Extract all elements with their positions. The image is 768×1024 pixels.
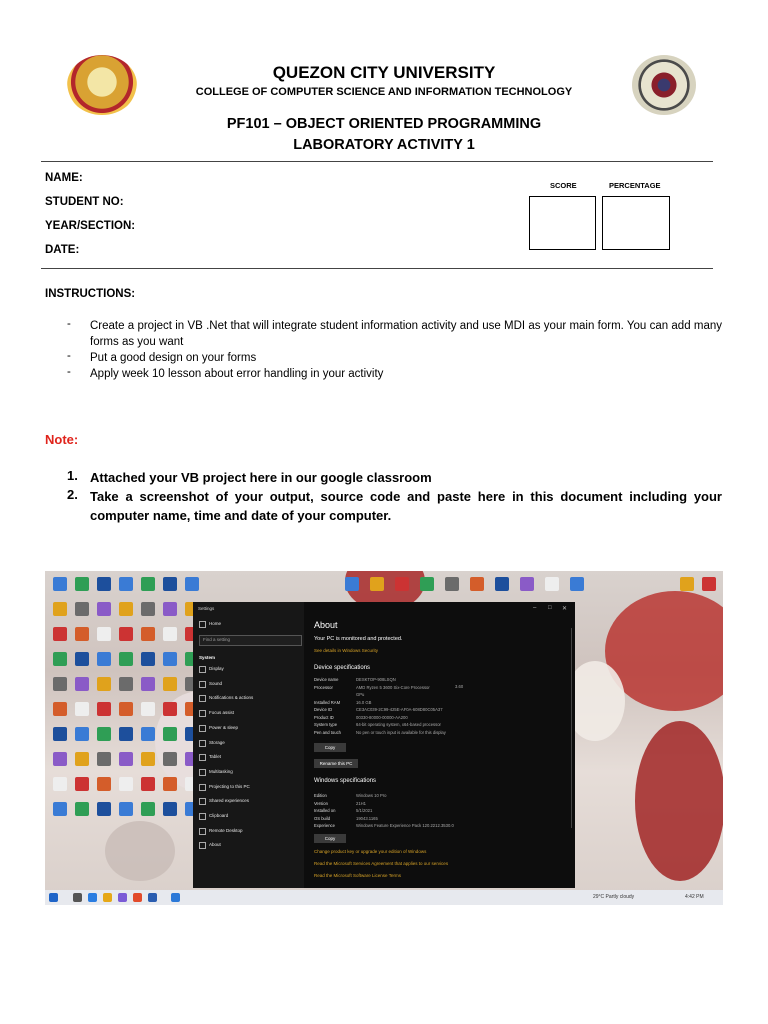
maximize-icon: □ <box>548 605 552 611</box>
desktop-shortcut-icon <box>141 727 155 741</box>
desktop-shortcut-icon <box>570 577 584 591</box>
folder-icon <box>103 893 112 902</box>
spec-key: Pen and touch <box>314 729 342 735</box>
desktop-shortcut-icon <box>141 702 155 716</box>
desktop-shortcut-icon <box>97 602 111 616</box>
settings-nav-icon <box>199 798 206 805</box>
spec-value: GPu <box>356 692 365 697</box>
settings-nav-item: Sound <box>209 680 223 686</box>
spec-value: 64-bit operating system, x64-based processor <box>356 722 441 727</box>
settings-nav-item: Focus assist <box>209 710 235 716</box>
note-item: Attached your VB project here in our google classroom <box>90 470 432 485</box>
desktop-shortcut-icon <box>97 652 111 666</box>
spec-value: 00330-80000-00000-AA200 <box>356 714 408 720</box>
settings-nav-icon <box>199 842 206 849</box>
header-divider <box>41 161 713 162</box>
course-title: PF101 – OBJECT ORIENTED PROGRAMMING <box>226 116 542 132</box>
settings-nav-item: Projecting to this PC <box>209 783 250 789</box>
spec-value: No pen or touch input is available for this display <box>356 729 446 735</box>
desktop-shortcut-icon <box>141 802 155 816</box>
desktop-shortcut-icon <box>53 652 67 666</box>
instructions-title: INSTRUCTIONS: <box>45 288 136 300</box>
bullet-marker: - <box>67 350 71 362</box>
desktop-shortcut-icon <box>97 777 111 791</box>
form-divider <box>41 268 713 269</box>
desktop-shortcut-icon <box>119 577 133 591</box>
weather-status: 29°C Partly cloudy <box>593 894 635 900</box>
desktop-shortcut-icon <box>141 577 155 591</box>
settings-nav-icon <box>199 681 206 688</box>
spec-key: Edition <box>314 793 327 798</box>
settings-category: System <box>199 655 216 660</box>
desktop-shortcut-icon <box>395 577 409 591</box>
settings-nav-item: About <box>209 842 221 848</box>
copy-button-2: Copy <box>314 834 346 843</box>
desktop-shortcut-icon <box>75 677 89 691</box>
clock: 4:42 PM <box>685 894 704 900</box>
device-specs-title: Device specifications <box>314 665 371 671</box>
copy-button: Copy <box>314 743 346 752</box>
spec-value: Windows 10 Pro <box>356 793 387 798</box>
rename-pc-button: Rename this PC <box>314 759 358 768</box>
score-label: SCORE <box>550 181 577 190</box>
desktop-shortcut-icon <box>119 702 133 716</box>
desktop-shortcut-icon <box>75 777 89 791</box>
settings-nav-item: Power & sleep <box>209 724 239 730</box>
desktop-shortcut-icon <box>53 752 67 766</box>
desktop-shortcut-icon <box>141 652 155 666</box>
desktop-shortcut-icon <box>119 727 133 741</box>
product-key-link: Change product key or upgrade your edition of Windows <box>314 849 427 854</box>
desktop-shortcut-icon <box>141 602 155 616</box>
settings-nav-item: Tablet <box>209 754 222 760</box>
processor-speed: 3.60 <box>455 684 464 689</box>
activity-title: LABORATORY ACTIVITY 1 <box>293 137 475 153</box>
desktop-shortcut-icon <box>163 802 177 816</box>
desktop-shortcut-icon <box>53 777 67 791</box>
desktop-shortcut-icon <box>119 777 133 791</box>
desktop-screenshot <box>45 571 723 905</box>
name-label: NAME: <box>45 172 83 184</box>
spec-value: 16.0 GB <box>356 699 372 705</box>
desktop-shortcut-icon <box>75 652 89 666</box>
note-number: 2. <box>67 487 78 502</box>
note-number: 1. <box>67 468 78 483</box>
settings-nav-item: Clipboard <box>209 813 229 818</box>
desktop-shortcut-icon <box>680 577 694 591</box>
desktop-shortcut-icon <box>75 702 89 716</box>
spec-value: Windows Feature Experience Pack 120.2212.3530.0 <box>356 823 454 828</box>
note-item: Take a screenshot of your output, source code and paste here in this document including your computer name, time and date of your computer. <box>90 489 722 523</box>
settings-nav-item: Multitasking <box>209 768 233 774</box>
settings-nav-icon <box>199 813 206 820</box>
desktop-shortcut-icon <box>97 752 111 766</box>
desktop-shortcut-icon <box>163 702 177 716</box>
desktop-shortcut-icon <box>163 677 177 691</box>
app-icon <box>133 893 142 902</box>
desktop-shortcut-icon <box>53 802 67 816</box>
desktop-shortcut-icon <box>119 652 133 666</box>
taskbar <box>45 890 723 905</box>
desktop-shortcut-icon <box>75 602 89 616</box>
vs-icon <box>118 893 127 902</box>
spec-value: 19043.1165 <box>356 815 378 821</box>
spec-key: Product ID <box>314 714 334 720</box>
about-title: About <box>314 620 338 630</box>
desktop-shortcut-icon <box>495 577 509 591</box>
percentage-box[interactable] <box>602 196 670 250</box>
protection-status: Your PC is monitored and protected. <box>314 636 403 642</box>
settings-nav-icon <box>199 710 206 717</box>
desktop-shortcut-icon <box>53 577 67 591</box>
spec-value: AMD Ryzen 5 3600 Six-Core Processor <box>356 684 430 690</box>
settings-nav-icon <box>199 695 206 702</box>
settings-nav-item: Storage <box>209 739 225 745</box>
desktop-shortcut-icon <box>119 802 133 816</box>
desktop-shortcut-icon <box>97 727 111 741</box>
spec-key: Experience <box>314 823 335 828</box>
desktop-shortcut-icon <box>97 627 111 641</box>
desktop-shortcut-icon <box>163 652 177 666</box>
settings-window-title: Settings <box>198 606 215 611</box>
spec-key: Version <box>314 800 328 806</box>
services-agreement-link: Read the Microsoft Services Agreement that applies to our services <box>314 861 449 866</box>
instruction-item: Apply week 10 lesson about error handling in your activity <box>90 368 384 380</box>
year-section-label: YEAR/SECTION: <box>45 220 136 232</box>
settings-nav-item: Remote Desktop <box>209 827 243 833</box>
desktop-shortcut-icon <box>97 802 111 816</box>
desktop-shortcut-icon <box>141 777 155 791</box>
spec-key: Device ID <box>314 707 333 712</box>
desktop-shortcut-icon <box>119 627 133 641</box>
desktop-shortcut-icon <box>445 577 459 591</box>
spec-key: Installed on <box>314 808 336 813</box>
settings-nav-icon <box>199 754 206 761</box>
settings-search-box: Find a setting <box>199 635 302 646</box>
settings-home: Home <box>209 621 222 626</box>
settings-nav-icon <box>199 784 206 791</box>
desktop-shortcut-icon <box>545 577 559 591</box>
home-icon <box>199 621 206 628</box>
settings-nav-icon <box>199 725 206 732</box>
security-link: See details in Windows Security <box>314 648 379 653</box>
desktop-shortcut-icon <box>119 677 133 691</box>
note-title: Note: <box>45 432 79 447</box>
desktop-shortcut-icon <box>163 602 177 616</box>
desktop-shortcut-icon <box>163 627 177 641</box>
desktop-shortcut-icon <box>119 752 133 766</box>
spec-value: 21H1 <box>356 800 367 806</box>
desktop-shortcut-icon <box>163 727 177 741</box>
university-name: QUEZON CITY UNIVERSITY <box>272 63 496 82</box>
close-icon: ✕ <box>562 606 568 612</box>
desktop-shortcut-icon <box>345 577 359 591</box>
spec-key: System type <box>314 722 338 727</box>
settings-nav-item: Shared experiences <box>209 798 250 804</box>
desktop-shortcut-icon <box>75 752 89 766</box>
desktop-shortcut-icon <box>470 577 484 591</box>
desktop-shortcut-icon <box>53 627 67 641</box>
desktop-shortcut-icon <box>141 627 155 641</box>
instruction-item: Create a project in VB .Net that will integrate student information activity and use MDI as your main form. You can add many forms as you want <box>90 320 722 348</box>
settings-nav-item: Display <box>209 666 224 671</box>
desktop-shortcut-icon <box>163 577 177 591</box>
desktop-shortcut-icon <box>520 577 534 591</box>
app-icon-blue <box>171 893 180 902</box>
desktop-shortcut-icon <box>53 602 67 616</box>
desktop-shortcut-icon <box>163 752 177 766</box>
spec-value: DESKTOP-908LSQN <box>356 677 396 682</box>
desktop-shortcut-icon <box>53 702 67 716</box>
desktop-shortcut-icon <box>141 677 155 691</box>
spec-value: 5/1/2021 <box>356 808 373 813</box>
license-terms-link: Read the Microsoft Software License Terms <box>314 873 401 878</box>
windows-specs-title: Windows specifications <box>314 778 377 784</box>
edge-icon <box>88 893 97 902</box>
desktop-shortcut-icon <box>53 727 67 741</box>
spec-value: CE3AC039-2C99-425E-AF0A-608D80C05A37 <box>356 707 443 712</box>
bullet-marker: - <box>67 366 71 378</box>
word-icon <box>148 893 157 902</box>
spec-key: Device name <box>314 677 339 682</box>
settings-nav-icon <box>199 828 206 835</box>
bullet-marker: - <box>67 318 71 330</box>
desktop-shortcut-icon <box>141 752 155 766</box>
score-box[interactable] <box>529 196 596 250</box>
settings-nav-icon <box>199 740 206 747</box>
desktop-shortcut-icon <box>53 677 67 691</box>
spec-key: Processor <box>314 684 333 690</box>
settings-nav-icon <box>199 769 206 776</box>
percentage-label: PERCENTAGE <box>609 181 661 190</box>
desktop-shortcut-icon <box>163 777 177 791</box>
desktop-shortcut-icon <box>97 677 111 691</box>
spec-key: OS build <box>314 815 331 821</box>
spec-key: Installed RAM <box>314 699 341 705</box>
search-icon <box>73 893 82 902</box>
desktop-shortcut-icon <box>420 577 434 591</box>
desktop-shortcut-icon <box>75 627 89 641</box>
desktop-shortcut-icon <box>75 577 89 591</box>
desktop-shortcut-icon <box>75 727 89 741</box>
desktop-shortcut-icon <box>702 577 716 591</box>
student-no-label: STUDENT NO: <box>45 196 124 208</box>
settings-nav-icon <box>199 666 206 673</box>
desktop-shortcut-icon <box>75 802 89 816</box>
desktop-shortcut-icon <box>97 577 111 591</box>
settings-scrollbar <box>571 628 573 828</box>
minimize-icon: – <box>533 605 537 611</box>
college-name: COLLEGE OF COMPUTER SCIENCE AND INFORMATION TECHNOLOGY <box>195 86 573 98</box>
desktop-shortcut-icon <box>185 577 199 591</box>
date-label: DATE: <box>45 244 80 256</box>
start-icon <box>49 893 58 902</box>
desktop-shortcut-icon <box>119 602 133 616</box>
desktop-shortcut-icon <box>97 702 111 716</box>
desktop-shortcut-icon <box>370 577 384 591</box>
instruction-item: Put a good design on your forms <box>90 352 257 364</box>
settings-window <box>193 602 575 888</box>
settings-nav-item: Notifications & actions <box>209 695 254 701</box>
